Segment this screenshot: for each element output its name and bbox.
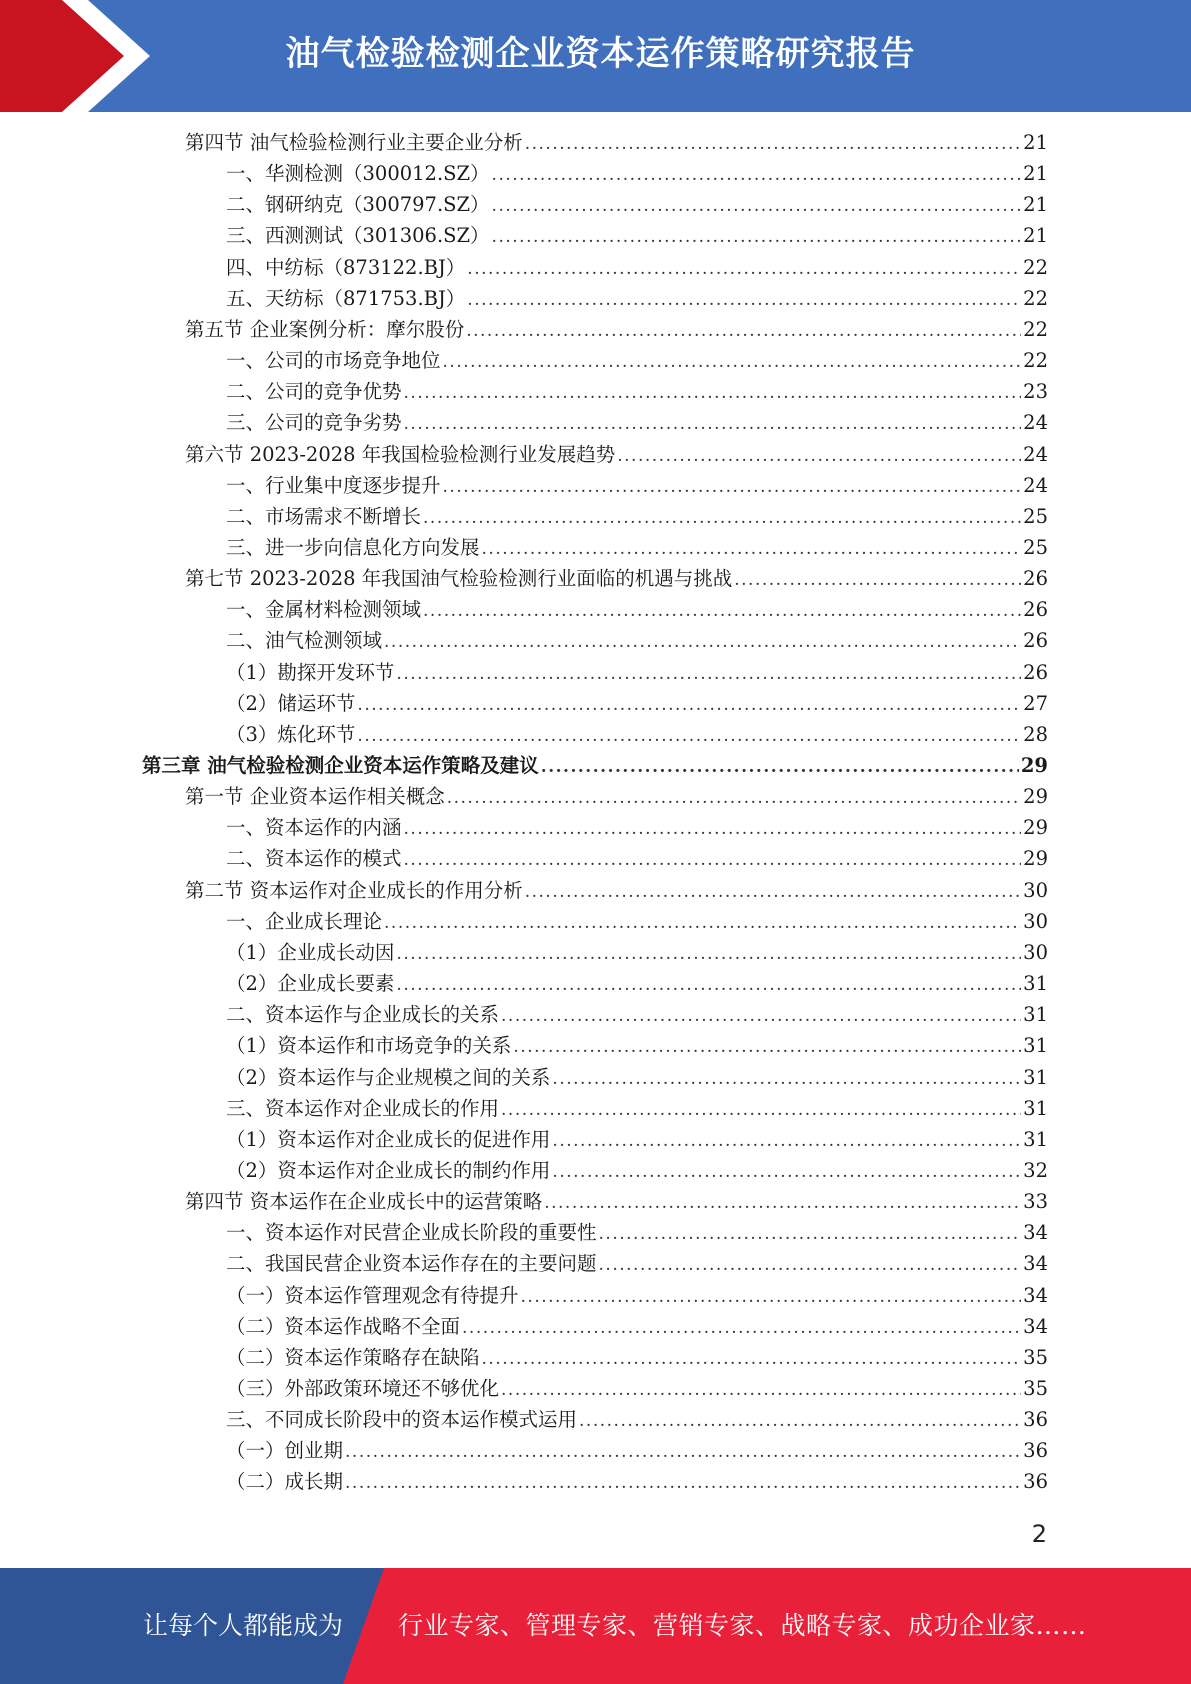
toc-entry-label: 第五节 企业案例分析：摩尔股份 bbox=[185, 317, 465, 341]
toc-entry-label: 第四节 油气检验检测行业主要企业分析 bbox=[185, 131, 523, 154]
toc-entry-page: 34 bbox=[1023, 1314, 1048, 1338]
toc-entry[interactable] bbox=[226, 1125, 1048, 1155]
toc-entry-page: 35 bbox=[1023, 1345, 1048, 1369]
toc-entry[interactable] bbox=[226, 1063, 1048, 1093]
toc-entry-label: （2）企业成长要素 bbox=[226, 972, 395, 996]
toc-entry-page: 32 bbox=[1023, 1158, 1048, 1182]
toc-entry[interactable] bbox=[226, 221, 1048, 251]
page-number: 2 bbox=[1031, 1520, 1047, 1548]
toc-entry[interactable] bbox=[226, 1374, 1048, 1404]
toc-dot-leader bbox=[404, 377, 1022, 408]
toc-dot-leader bbox=[345, 1467, 1021, 1498]
toc-entry[interactable] bbox=[185, 1187, 1048, 1217]
toc-entry-label: 二、公司的竞争优势 bbox=[226, 380, 402, 404]
toc-dot-leader bbox=[462, 1312, 1021, 1343]
toc-entry-label: 第三章 油气检验检测企业资本运作策略及建议 bbox=[142, 754, 539, 777]
toc-entry[interactable] bbox=[226, 689, 1048, 719]
toc-dot-leader bbox=[357, 689, 1021, 720]
toc-dot-leader bbox=[492, 159, 1022, 190]
toc-entry-page: 22 bbox=[1023, 317, 1048, 341]
toc-entry-page: 31 bbox=[1023, 1034, 1048, 1058]
toc-entry-page: 31 bbox=[1023, 1127, 1048, 1151]
toc-entry-page: 25 bbox=[1023, 504, 1048, 528]
toc-entry-page: 29 bbox=[1020, 754, 1048, 777]
toc-entry[interactable] bbox=[226, 1000, 1048, 1030]
toc-entry-page: 26 bbox=[1023, 629, 1048, 653]
toc-dot-leader bbox=[443, 471, 1022, 502]
toc-dot-leader bbox=[544, 1187, 1021, 1218]
toc-entry[interactable] bbox=[226, 813, 1048, 843]
toc-entry[interactable] bbox=[226, 377, 1048, 407]
toc-entry-page: 22 bbox=[1023, 255, 1048, 279]
toc-entry-label: 第二节 资本运作对企业成长的作用分析 bbox=[185, 878, 523, 902]
toc-dot-leader bbox=[734, 564, 1021, 595]
toc-dot-leader bbox=[579, 1405, 1021, 1436]
toc-dot-leader bbox=[521, 1281, 1022, 1312]
toc-entry[interactable] bbox=[226, 626, 1048, 656]
toc-entry-label: 三、西测测试（301306.SZ） bbox=[226, 224, 490, 248]
toc-entry[interactable] bbox=[226, 1218, 1048, 1248]
toc-entry-label: 一、金属材料检测领域 bbox=[226, 598, 422, 622]
toc-entry[interactable] bbox=[226, 471, 1048, 501]
toc-entry[interactable] bbox=[226, 1094, 1048, 1124]
toc-entry-page: 26 bbox=[1023, 567, 1048, 591]
toc-dot-leader bbox=[423, 595, 1021, 626]
toc-entry[interactable] bbox=[226, 969, 1048, 999]
toc-entry-page: 26 bbox=[1023, 598, 1048, 622]
toc-entry-label: （一）资本运作管理观念有待提升 bbox=[226, 1283, 519, 1307]
toc-entry-page: 31 bbox=[1023, 1003, 1048, 1027]
toc-dot-leader bbox=[552, 1063, 1021, 1094]
toc-entry-label: 二、我国民营企业资本运作存在的主要问题 bbox=[226, 1252, 597, 1276]
toc-entry-label: 一、资本运作对民营企业成长阶段的重要性 bbox=[226, 1221, 597, 1245]
toc-entry-label: 三、进一步向信息化方向发展 bbox=[226, 535, 480, 559]
toc-entry-page: 22 bbox=[1023, 286, 1048, 310]
toc-entry-label: 一、华测检测（300012.SZ） bbox=[226, 162, 490, 186]
toc-entry-page: 21 bbox=[1023, 162, 1048, 186]
toc-entry-label: （2）储运环节 bbox=[226, 691, 356, 715]
toc-entry[interactable] bbox=[185, 128, 1048, 158]
toc-entry[interactable] bbox=[226, 190, 1048, 220]
toc-entry-page: 21 bbox=[1023, 224, 1048, 248]
toc-entry-label: （1）资本运作和市场竞争的关系 bbox=[226, 1034, 512, 1058]
toc-entry-page: 30 bbox=[1023, 878, 1048, 902]
toc-dot-leader bbox=[501, 1374, 1021, 1405]
toc-entry[interactable] bbox=[226, 1467, 1048, 1497]
toc-entry-label: （3）炼化环节 bbox=[226, 722, 356, 746]
toc-dot-leader bbox=[501, 1000, 1021, 1031]
toc-dot-leader bbox=[482, 533, 1022, 564]
toc-entry[interactable] bbox=[226, 938, 1048, 968]
toc-entry-label: 一、公司的市场竞争地位 bbox=[226, 349, 441, 373]
toc-entry[interactable] bbox=[185, 315, 1048, 345]
toc-entry[interactable] bbox=[226, 1436, 1048, 1466]
toc-entry-page: 31 bbox=[1023, 972, 1048, 996]
toc-dot-leader bbox=[466, 315, 1021, 346]
toc-entry-page: 21 bbox=[1023, 131, 1048, 154]
page-footer bbox=[0, 1568, 1191, 1684]
toc-dot-leader bbox=[447, 782, 1021, 813]
toc-entry-label: 一、企业成长理论 bbox=[226, 909, 383, 933]
toc-entry[interactable] bbox=[185, 876, 1048, 906]
toc-dot-leader bbox=[423, 502, 1021, 533]
toc-entry[interactable] bbox=[185, 782, 1048, 812]
toc-entry-page: 29 bbox=[1023, 816, 1048, 840]
toc-entry-label: 二、资本运作与企业成长的关系 bbox=[226, 1003, 500, 1027]
toc-entry-page: 30 bbox=[1023, 940, 1048, 964]
toc-entry-label: 第七节 2023-2028 年我国油气检验检测行业面临的机遇与挑战 bbox=[185, 567, 733, 591]
toc-dot-leader bbox=[525, 128, 1021, 159]
toc-entry-page: 26 bbox=[1023, 660, 1048, 684]
toc-entry-label: （2）资本运作与企业规模之间的关系 bbox=[226, 1065, 551, 1089]
toc-entry[interactable] bbox=[226, 408, 1048, 438]
toc-dot-leader bbox=[599, 1218, 1022, 1249]
toc-entry-page: 21 bbox=[1023, 193, 1048, 217]
toc-entry-page: 22 bbox=[1023, 349, 1048, 373]
toc-dot-leader bbox=[467, 253, 1021, 284]
toc-entry-label: 二、市场需求不断增长 bbox=[226, 504, 422, 528]
report-title: 油气检验检测企业资本运作策略研究报告 bbox=[285, 34, 916, 74]
toc-entry-page: 24 bbox=[1023, 473, 1048, 497]
toc-entry[interactable] bbox=[226, 253, 1048, 283]
toc-dot-leader bbox=[617, 440, 1021, 471]
toc-entry-page: 23 bbox=[1023, 380, 1048, 404]
toc-entry-page: 36 bbox=[1023, 1439, 1048, 1463]
toc-entry[interactable] bbox=[226, 658, 1048, 688]
toc-entry-page: 31 bbox=[1023, 1096, 1048, 1120]
toc-dot-leader bbox=[404, 813, 1022, 844]
toc-dot-leader bbox=[599, 1249, 1022, 1280]
toc-entry-label: 二、油气检测领域 bbox=[226, 629, 383, 653]
toc-entry-label: （1）企业成长动因 bbox=[226, 940, 395, 964]
toc-entry[interactable] bbox=[226, 1312, 1048, 1342]
toc-dot-leader bbox=[492, 190, 1022, 221]
toc-dot-leader bbox=[384, 907, 1021, 938]
toc-entry[interactable] bbox=[226, 1405, 1048, 1435]
toc-entry[interactable] bbox=[226, 844, 1048, 874]
toc-dot-leader bbox=[404, 408, 1022, 439]
toc-entry-label: （1）勘探开发环节 bbox=[226, 660, 395, 684]
toc-dot-leader bbox=[396, 969, 1021, 1000]
toc-entry[interactable] bbox=[226, 595, 1048, 625]
toc-entry-label: （三）外部政策环境还不够优化 bbox=[226, 1377, 500, 1400]
toc-entry-page: 35 bbox=[1023, 1377, 1048, 1400]
toc-entry-page: 34 bbox=[1023, 1221, 1048, 1245]
toc-entry-label: （二）资本运作战略不全面 bbox=[226, 1314, 461, 1338]
toc-dot-leader bbox=[513, 1031, 1021, 1062]
toc-entry[interactable] bbox=[226, 720, 1048, 750]
toc-entry[interactable] bbox=[226, 284, 1048, 314]
toc-dot-leader bbox=[384, 626, 1021, 657]
toc-entry[interactable] bbox=[226, 159, 1048, 189]
toc-dot-leader bbox=[396, 938, 1021, 969]
toc-entry-label: 三、不同成长阶段中的资本运作模式运用 bbox=[226, 1408, 578, 1432]
footer-slogan-right: 行业专家、管理专家、营销专家、战略专家、成功企业家…… bbox=[398, 1611, 1087, 1640]
toc-entry-page: 24 bbox=[1023, 442, 1048, 466]
toc-entry-page: 31 bbox=[1023, 1065, 1048, 1089]
toc-entry-label: 一、行业集中度逐步提升 bbox=[226, 473, 441, 497]
toc-entry-page: 29 bbox=[1023, 785, 1048, 809]
toc-entry[interactable] bbox=[226, 533, 1048, 563]
toc-entry-label: 三、资本运作对企业成长的作用 bbox=[226, 1096, 500, 1120]
toc-entry[interactable] bbox=[185, 564, 1048, 594]
toc-dot-leader bbox=[443, 346, 1022, 377]
toc-entry-label: 三、公司的竞争劣势 bbox=[226, 411, 402, 435]
toc-dot-leader bbox=[541, 751, 1019, 782]
toc-entry-label: （一）创业期 bbox=[226, 1439, 344, 1463]
toc-dot-leader bbox=[467, 284, 1021, 315]
toc-entry[interactable] bbox=[226, 502, 1048, 532]
toc-entry[interactable] bbox=[142, 751, 1048, 781]
toc-entry-page: 34 bbox=[1023, 1252, 1048, 1276]
toc-entry-page: 25 bbox=[1023, 535, 1048, 559]
toc-entry-page: 34 bbox=[1023, 1283, 1048, 1307]
toc-entry-page: 36 bbox=[1023, 1408, 1048, 1432]
toc-entry[interactable] bbox=[226, 1281, 1048, 1311]
toc-entry-page: 30 bbox=[1023, 909, 1048, 933]
toc-entry-label: 二、资本运作的模式 bbox=[226, 847, 402, 871]
toc-entry-label: 第六节 2023-2028 年我国检验检测行业发展趋势 bbox=[185, 442, 616, 466]
toc-entry[interactable] bbox=[226, 1031, 1048, 1061]
toc-entry[interactable] bbox=[226, 1249, 1048, 1279]
toc-entry-page: 33 bbox=[1023, 1190, 1048, 1214]
toc-entry-label: 四、中纺标（873122.BJ） bbox=[226, 255, 466, 279]
toc-entry[interactable] bbox=[226, 907, 1048, 937]
toc-dot-leader bbox=[482, 1343, 1022, 1374]
toc-entry-label: 第一节 企业资本运作相关概念 bbox=[185, 785, 445, 809]
toc-dot-leader bbox=[345, 1436, 1021, 1467]
footer-slogan-left: 让每个人都能成为 bbox=[143, 1611, 344, 1640]
toc-entry[interactable] bbox=[185, 440, 1048, 470]
toc-entry-label: （二）资本运作策略存在缺陷 bbox=[226, 1345, 480, 1369]
toc-entry-label: 二、钢研纳克（300797.SZ） bbox=[226, 193, 490, 217]
toc-entry-page: 27 bbox=[1023, 691, 1048, 715]
toc-dot-leader bbox=[501, 1094, 1021, 1125]
toc-dot-leader bbox=[552, 1156, 1021, 1187]
toc-dot-leader bbox=[492, 221, 1022, 252]
toc-entry-label: （1）资本运作对企业成长的促进作用 bbox=[226, 1127, 551, 1151]
toc-entry-page: 24 bbox=[1023, 411, 1048, 435]
toc-entry[interactable] bbox=[226, 1156, 1048, 1186]
toc-entry-label: （二）成长期 bbox=[226, 1470, 344, 1494]
toc-dot-leader bbox=[404, 844, 1022, 875]
toc-entry-page: 28 bbox=[1023, 722, 1048, 746]
toc-entry-label: （2）资本运作对企业成长的制约作用 bbox=[226, 1158, 551, 1182]
toc-entry-page: 36 bbox=[1023, 1470, 1048, 1494]
toc-entry-label: 一、资本运作的内涵 bbox=[226, 816, 402, 840]
toc-entry[interactable] bbox=[226, 1343, 1048, 1373]
toc-dot-leader bbox=[525, 876, 1021, 907]
toc-entry-page: 29 bbox=[1023, 847, 1048, 871]
page-header bbox=[0, 0, 1191, 112]
toc-dot-leader bbox=[357, 720, 1021, 751]
toc-entry-label: 第四节 资本运作在企业成长中的运营策略 bbox=[185, 1190, 543, 1214]
toc-dot-leader bbox=[396, 658, 1021, 689]
toc-entry-label: 五、天纺标（871753.BJ） bbox=[226, 286, 466, 310]
toc-entry[interactable] bbox=[226, 346, 1048, 376]
toc-dot-leader bbox=[552, 1125, 1021, 1156]
